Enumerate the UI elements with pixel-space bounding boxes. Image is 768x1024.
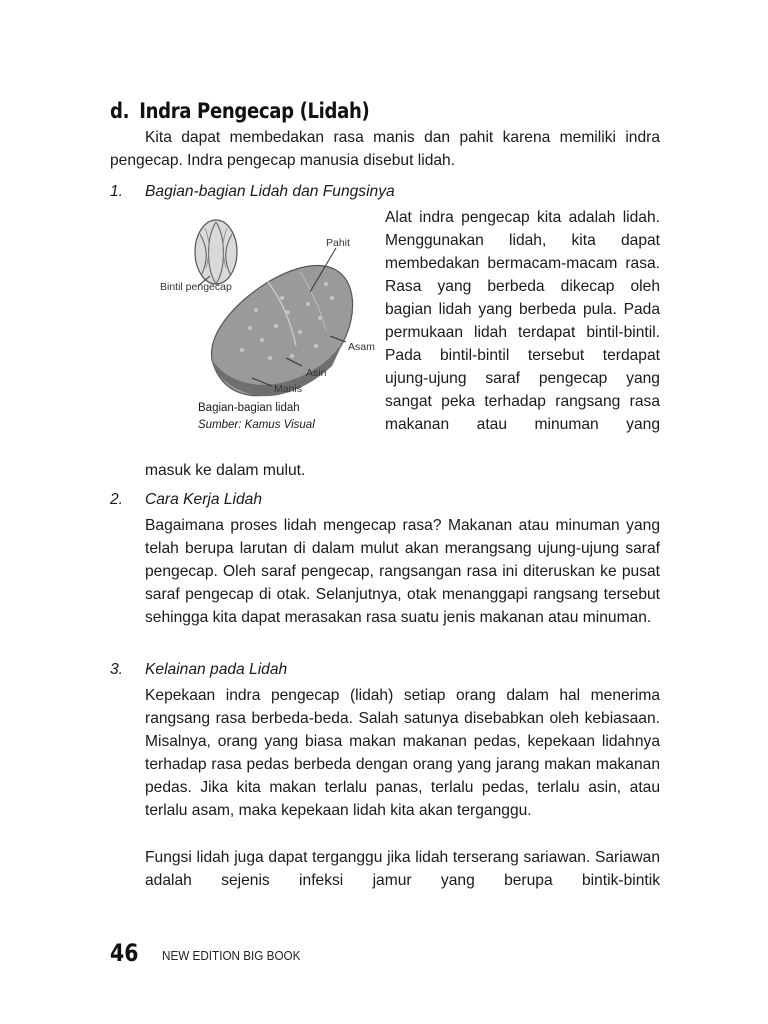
label-asam: Asam: [348, 341, 375, 353]
intro-paragraph: Kita dapat membedakan rasa manis dan pahit karena memiliki indra pengecap. Indra pengecap manusia disebut lidah.: [110, 129, 660, 169]
label-asin: Asin: [306, 367, 327, 379]
item-2-number: 2.: [110, 491, 124, 508]
section-title: Indra Pengecap (Lidah): [139, 99, 370, 123]
item-1-number: 1.: [110, 183, 124, 200]
item-1-paragraph-continued: masuk ke dalam mulut.: [145, 462, 306, 479]
item-3-title: Kelainan pada Lidah: [145, 661, 288, 678]
item-2-title: Cara Kerja Lidah: [145, 491, 263, 508]
item-3-number: 3.: [110, 661, 124, 678]
label-manis: Manis: [274, 383, 303, 395]
item-3-paragraph-2: Fungsi lidah juga dapat terganggu jika lidah terserang sariawan. Sariawan adalah sejenis infeksi jamur yang berupa bintik-bintik: [145, 849, 660, 889]
item-1-paragraph: Alat indra pengecap kita adalah lidah. Menggunakan lidah, kita dapat membedakan bermacam-macam rasa. Rasa yang berbeda dikecap oleh bagian lidah yang berbeda pula. Pada permukaan lidah terdapat bintil-bintil. Pada bintil-bintil tersebut terdapat ujung-ujung saraf pengecap yang sangat peka terhadap rangsang rasa makanan atau minuman yang: [385, 209, 660, 433]
figure-source: Sumber: Kamus Visual: [198, 419, 315, 431]
papilla-detail: [195, 220, 237, 284]
tongue-body: [212, 266, 353, 397]
book-title: NEW EDITION BIG BOOK: [162, 948, 301, 963]
section-letter: d.: [110, 99, 130, 123]
label-pahit: Pahit: [326, 237, 350, 249]
figure-caption: [198, 400, 315, 434]
page-number: 46: [110, 939, 139, 967]
item-1-title: Bagian-bagian Lidah dan Fungsinya: [145, 183, 395, 200]
item-2-paragraph: Bagaimana proses lidah mengecap rasa? Makanan atau minuman yang telah berupa larutan di dalam mulut akan merangsang ujung-ujung saraf pengecap. Oleh saraf pengecap, rangsangan rasa ini diteruskan ke pusat saraf pengecap di otak. Selanjutnya, otak menanggapi rangsang tersebut sehingga kita dapat merasakan rasa suatu jenis makanan atau minuman.: [145, 517, 660, 626]
figure-caption-title: Bagian-bagian lidah: [198, 402, 300, 414]
item-3-paragraph: Kepekaan indra pengecap (lidah) setiap orang dalam hal menerima rangsang rasa berbeda-beda. Salah satunya disebabkan oleh kebiasaan. Misalnya, orang yang biasa makan makanan pedas, kepekaan lidahnya terhadap rasa pedas berbeda dengan orang yang jarang makan makanan pedas. Jika kita makan terlalu panas, terlalu pedas, terlalu asin, atau terlalu asam, maka kepekaan lidah kita akan terganggu.: [145, 687, 660, 819]
section-heading: [110, 99, 369, 123]
label-bintil-pengecap: Bintil pengecap: [160, 281, 232, 293]
